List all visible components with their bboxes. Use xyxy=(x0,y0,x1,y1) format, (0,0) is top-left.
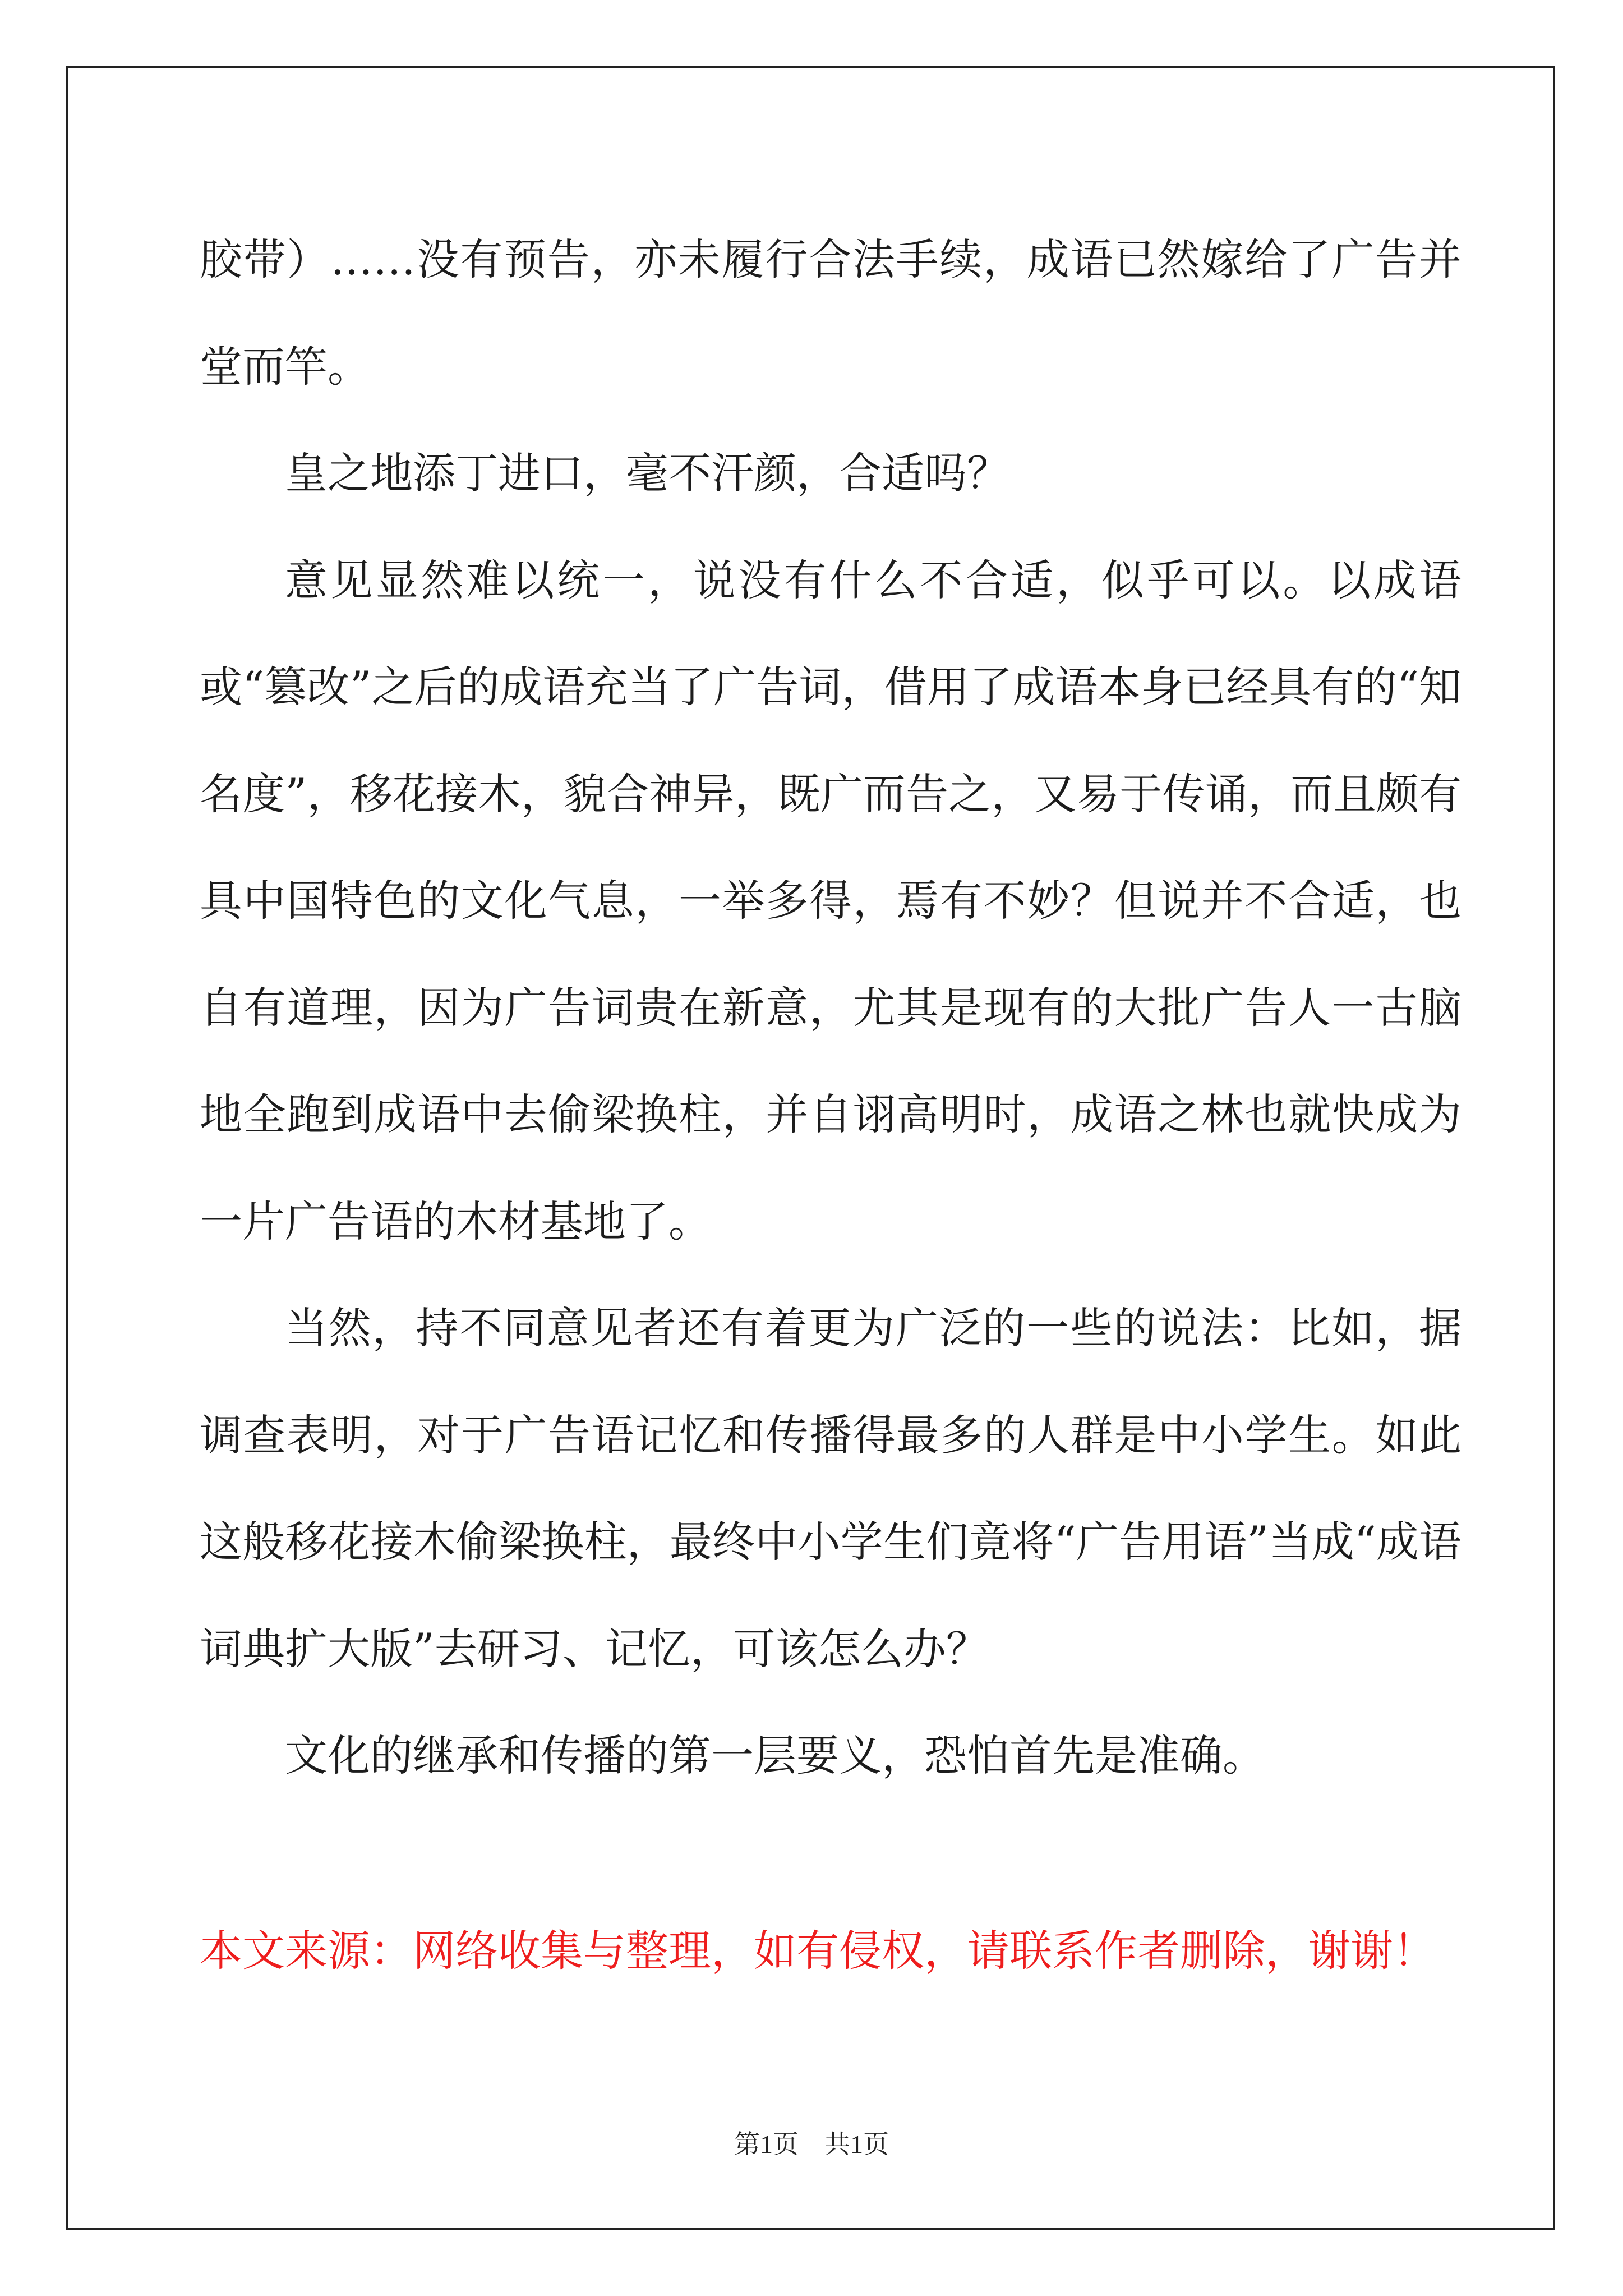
paragraph: 胶带）……没有预告，亦未履行合法手续，成语已然嫁给了广告并堂而竿。 xyxy=(200,234,1461,392)
paragraph: 当然，持不同意见者还有着更为广泛的一些的说法：比如，据调查表明，对于广告语记忆和传播得最多的人群是中小学生。如此这般移花接木偷梁换柱，最终中小学生们竟将“广告用语”当成“成语词典扩大版”去研习、记忆，可该怎么办？ xyxy=(200,1303,1461,1674)
paragraph: 皇之地添丁进口，毫不汗颜，合适吗？ xyxy=(285,448,1009,498)
paragraph: 意见显然难以统一，说没有什么不合适，似乎可以。以成语或“篡改”之后的成语充当了广告词，借用了成语本身已经具有的“知名度”，移花接木，貌合神异，既广而告之，又易于传诵，而且颇有具中国特色的文化气息，一举多得，焉有不妙？但说并不合适，也自有道理，因为广告词贵在新意，尤其是现有的大批广告人一古脑地全跑到成语中去偷梁换柱，并自诩高明时，成语之林也就快成为一片广告语的木材基地了。 xyxy=(200,555,1461,1246)
source-note: 本文来源：网络收集与整理，如有侵权，请联系作者删除，谢谢！ xyxy=(200,1926,1436,1976)
document-body xyxy=(200,206,1461,1810)
page-footer: 第1页 共1页 xyxy=(734,2130,889,2159)
paragraph: 文化的继承和传播的第一层要义，恐怕首先是准确。 xyxy=(285,1731,1265,1780)
